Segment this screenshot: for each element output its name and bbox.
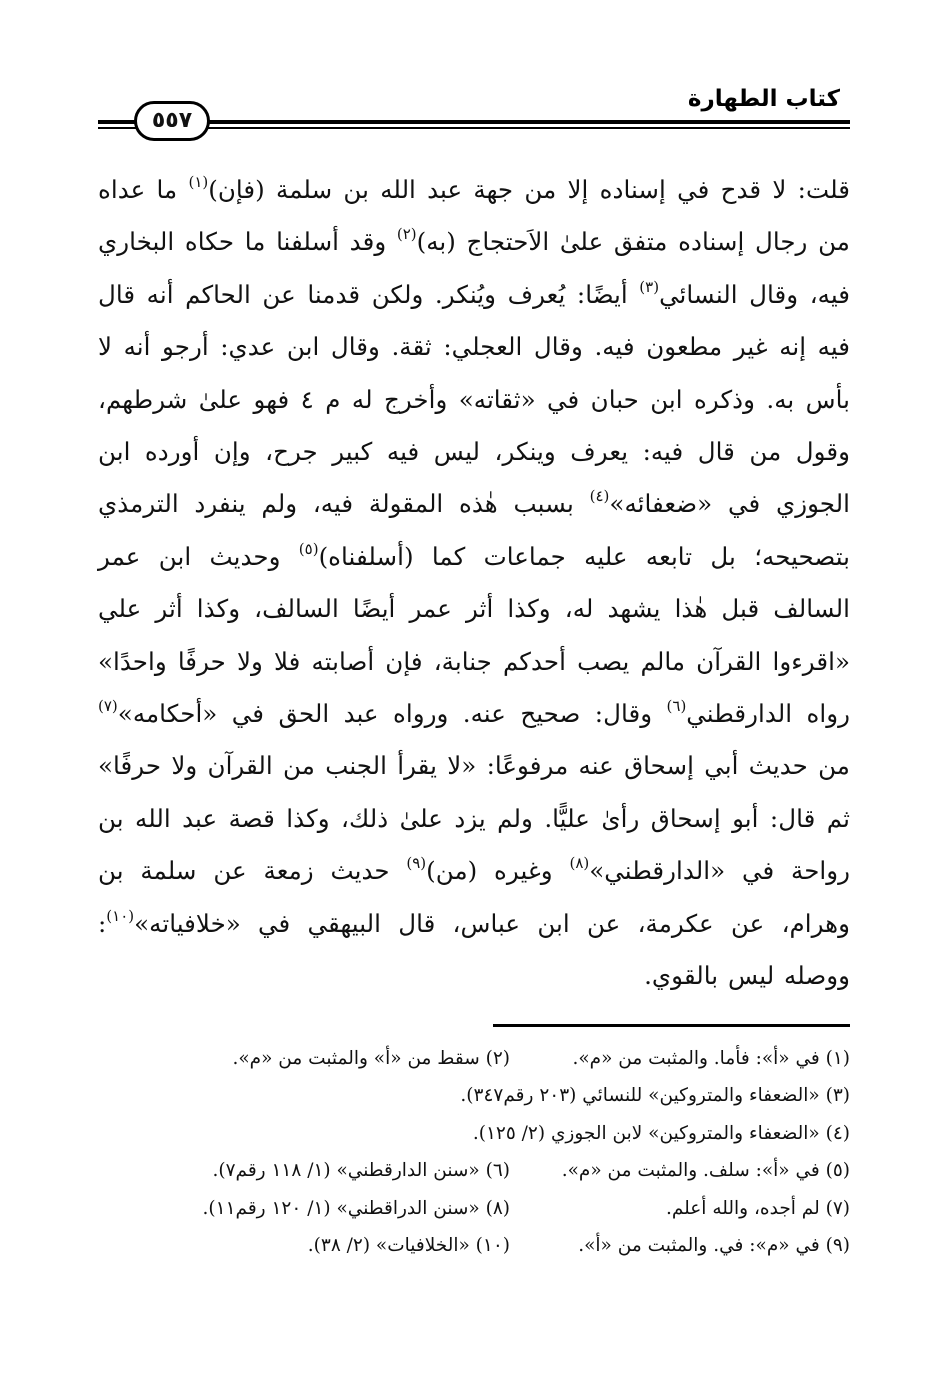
footnote-ref: (٢) (396, 225, 417, 244)
text-segment: : ووصله ليس بالقوي. (98, 908, 850, 991)
footnote-ref: (٥) (298, 539, 319, 558)
footnote-separator (493, 1024, 850, 1027)
footnote-7: (٧) لم أجده، والله أعلم. (665, 1197, 850, 1219)
chapter-title: كتاب الطهارة (687, 86, 840, 112)
footnotes (98, 1040, 850, 1264)
footnote-row (98, 1040, 850, 1077)
footnote-3: (٣) «الضعفاء والمتروكين» للنسائي (٢٠٣ رقم٣٤٧). (460, 1085, 850, 1107)
footnote-5: (٥) في «أ»: سلف. والمثبت من «م». (561, 1160, 850, 1182)
footnote-4: (٤) «الضعفاء والمتروكين» لابن الجوزي (٢/ ١٢٥). (472, 1122, 850, 1144)
text-segment: وقال: صحيح عنه. ورواه عبد الحق في «أحكامه» (117, 699, 667, 729)
header-rule (98, 120, 138, 124)
footnote-ref: (٦) (666, 697, 687, 716)
footnote-6: (٦) «سنن الدارقطني» (١/ ١١٨ رقم٧). (212, 1160, 510, 1182)
text-segment: وحديث ابن عمر السالف قبل هٰذا يشهد له، وكذا أثر عمر أيضًا السالف، وكذا أثر علي «اقرءوا القرآن مالم يصب أحدكم جنابة، فإن أصابته فلا ولا حرفًا واحدًا» رواه الدارقطني (98, 541, 850, 729)
footnote-ref: (١٠) (106, 906, 135, 925)
text-segment: أيضًا: يُعرف ويُنكر. ولكن قدمنا عن الحاكم أنه قال فيه إنه غير مطعون فيه. وقال العجلي: ثقة. وقال ابن عدي: أرجو أنه لا بأس به. وذكره ابن حبان في «ثقاته» وأخرج له م ٤ فهو علىٰ شرطهم، وقول من قال فيه: يعرف وينكر، ليس فيه كبير جرح، وإن أورده ابن الجوزي في «ضعفائه» (98, 279, 850, 519)
header-rule (208, 120, 850, 124)
footnote-row (98, 1227, 850, 1264)
text-segment: من حديث أبي إسحاق عنه مرفوعًا: «لا يقرأ الجنب من القرآن ولا حرفًا» ثم قال: أبو إسحاق رأىٰ عليًّا. ولم يزد علىٰ ذلك، وكذا قصة عبد الله بن رواحة في «الدارقطني» (98, 751, 850, 886)
footnote-ref: (٧) (98, 697, 118, 716)
text-segment: حديث زمعة عن سلمة بن وهرام، عن عكرمة، عن ابن عباس، قال البيهقي في «خلافياته» (98, 856, 850, 938)
footnote-ref: (٤) (589, 487, 610, 506)
footnote-2: (٢) سقط من «أ» والمثبت من «م». (232, 1048, 510, 1069)
footnote-ref: (١) (188, 173, 209, 191)
page-header (98, 84, 850, 142)
footnote-ref: (٩) (406, 854, 427, 873)
footnote-row (98, 1115, 850, 1152)
footnote-ref: (٣) (639, 277, 660, 296)
footnote-row (98, 1077, 850, 1114)
text-segment: وغيره (من) (426, 856, 570, 886)
footnote-9: (٩) في «م»: في. والمثبت من «أ». (578, 1234, 850, 1256)
footnote-1: (١) في «أ»: فأما. والمثبت من «م». (572, 1048, 850, 1069)
text-segment: قلت: لا قدح في إسناده إلا من جهة عبد الله بن سلمة (فإن) (208, 175, 850, 204)
header-rule (98, 127, 138, 129)
text-segment: ما عداه من رجال إسناده متفق علىٰ الاَحتجاج (به) (98, 175, 850, 257)
text-segment: وقد أسلفنا ما حكاه البخاري فيه، وقال النسائي (98, 227, 850, 309)
text-segment: بسبب هٰذه المقولة فيه، ولم ينفرد الترمذي بتصحيحه؛ بل تابعه عليه جماعات كما (أسلفناه) (98, 489, 850, 571)
footnote-8: (٨) «سنن الدراقطني» (١/ ١٢٠ رقم١١). (202, 1197, 510, 1219)
footnote-row (98, 1152, 850, 1189)
footnote-row (98, 1190, 850, 1227)
footnote-ref: (٨) (569, 854, 590, 873)
main-text (98, 164, 850, 1003)
footnote-10: (١٠) «الخلافيات» (٢/ ٣٨). (307, 1234, 510, 1256)
page-number-badge: ٥٥٧ (134, 101, 210, 141)
header-rule (208, 127, 850, 129)
